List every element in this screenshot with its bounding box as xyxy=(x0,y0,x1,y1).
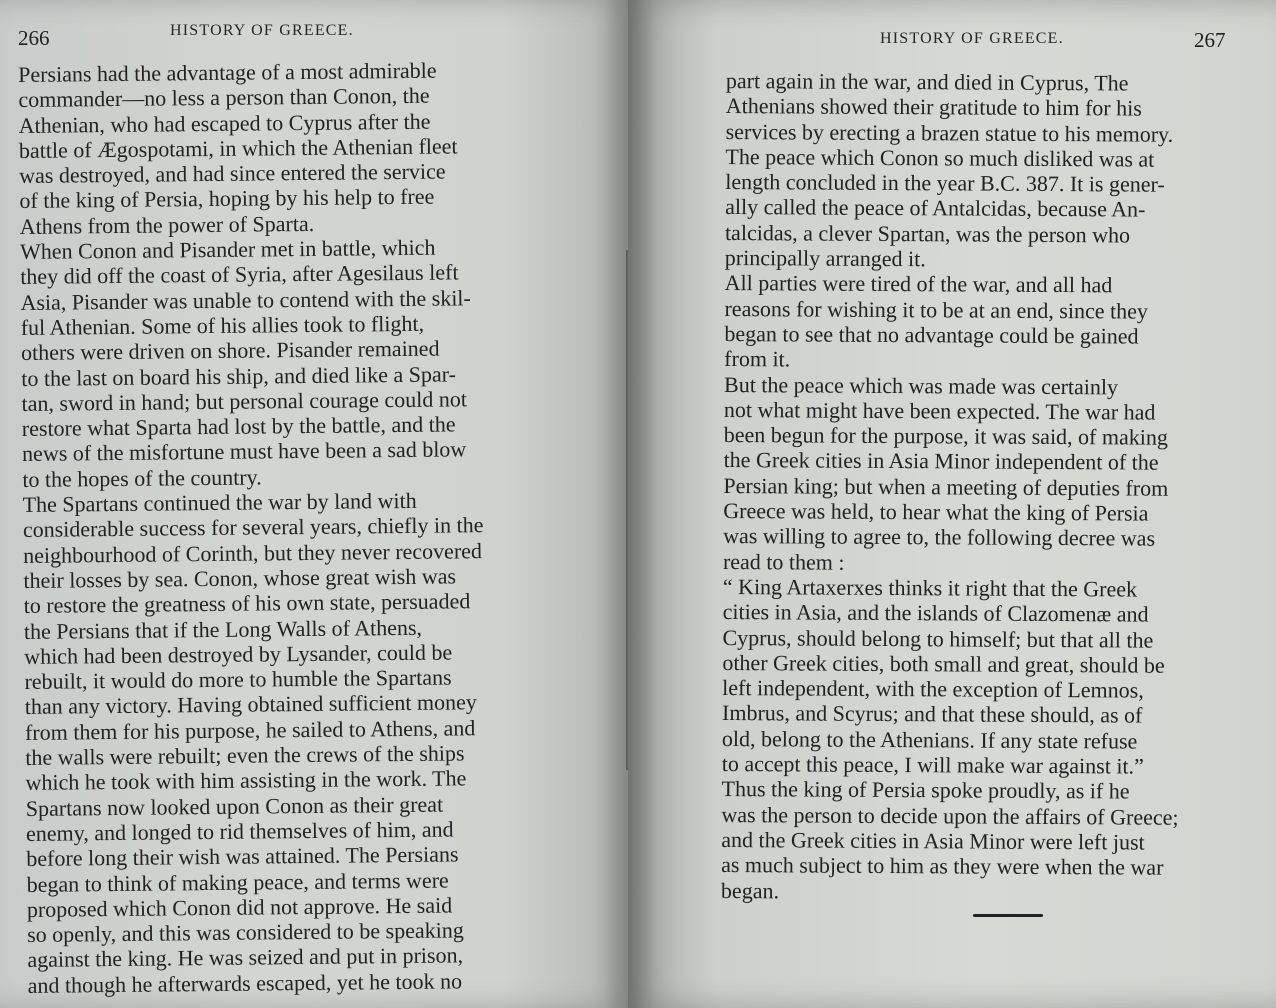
text-line: to the last on board his ship, and died like a Spar- xyxy=(21,360,457,391)
text-line: they did off the coast of Syria, after Agesilaus left xyxy=(20,259,459,290)
text-line: news of the misfortune must have been a sad blow xyxy=(21,436,467,467)
text-line: But the peace which was made was certainly xyxy=(723,371,1119,399)
text-line: The Spartans continued the war by land with xyxy=(22,487,417,518)
right-running-head: HISTORY OF GREECE. xyxy=(880,30,1064,47)
text-line: of the king of Persia, hoping by his help to free xyxy=(19,184,435,214)
text-line: their losses by sea. Conon, whose great wish was xyxy=(23,563,457,593)
text-line: Asia, Pisander was unable to contend with the skil- xyxy=(20,284,471,315)
text-line: ally called the peace of Antalcidas, because An- xyxy=(725,194,1146,223)
text-line: “ King Artaxerxes thinks it right that the Greek xyxy=(722,573,1138,602)
text-line: before long their wish was attained. The Persians xyxy=(26,841,459,872)
text-line: read to them : xyxy=(722,548,845,575)
text-line: Persians had the advantage of a most admirable xyxy=(18,57,437,87)
text-line: left independent, with the exception of Lemnos, xyxy=(722,675,1144,703)
text-line: to the hopes of the country. xyxy=(22,464,262,492)
text-line: began. xyxy=(720,877,780,903)
text-line: enemy, and longed to rid themselves of him, and xyxy=(25,816,454,846)
text-line: was the person to decide upon the affairs of Greece; xyxy=(721,801,1179,830)
left-page-body xyxy=(18,56,580,998)
right-page xyxy=(628,0,1276,1008)
text-line: other Greek cities, both small and great, should be xyxy=(722,649,1165,678)
text-line: neighbourhood of Corinth, but they never recovered xyxy=(23,537,483,568)
text-line: began to think of making peace, and terms were xyxy=(26,867,449,897)
text-line: which had been destroyed by Lysander, could be xyxy=(24,639,453,669)
text-line: Imbrus, and Scyrus; and that these should, as of xyxy=(721,700,1143,728)
text-line: Greece was held, to hear what the king of Persia xyxy=(723,498,1149,526)
text-line: was destroyed, and had since entered the service xyxy=(19,158,446,189)
text-line: talcidas, a clever Spartan, was the person who xyxy=(724,219,1131,248)
text-line: Athenian, who had escaped to Cyprus after the xyxy=(18,108,431,138)
text-line: to restore the greatness of his own state, persuaded xyxy=(23,588,471,619)
text-line: rebuilt, it would do more to humble the Spartans xyxy=(24,664,452,695)
text-line: All parties were tired of the war, and all had xyxy=(724,270,1113,298)
left-page-number: 266 xyxy=(18,26,50,50)
text-line: part again in the war, and died in Cyprus, The xyxy=(725,68,1129,96)
text-line: from them for his purpose, he sailed to Athens, and xyxy=(24,714,476,745)
left-running-head: HISTORY OF GREECE. xyxy=(170,22,354,39)
text-line: and though he afterwards escaped, yet he took no xyxy=(27,968,463,998)
text-line: than any victory. Having obtained sufficient money xyxy=(24,689,477,720)
text-line: reasons for wishing it to be at an end, since they xyxy=(724,295,1149,324)
text-line: Cyprus, should belong to himself; but that all the xyxy=(722,624,1154,653)
text-line: When Conon and Pisander met in battle, which xyxy=(19,234,436,265)
text-line: services by erecting a brazen statue to his memory. xyxy=(725,118,1174,147)
text-line: as much subject to him as they were when the war xyxy=(721,852,1164,880)
text-line: Spartans now looked upon Conon as their great xyxy=(25,791,444,821)
left-page xyxy=(0,0,628,1008)
text-line: and the Greek cities in Asia Minor were left just xyxy=(721,826,1145,855)
text-line: the Greek cities in Asia Minor independent of the xyxy=(723,447,1159,476)
text-line: Athens from the power of Sparta. xyxy=(19,210,315,239)
text-line: which he took with him assisting in the work. The xyxy=(25,765,467,796)
text-line: proposed which Conon did not approve. He said xyxy=(26,892,453,922)
right-page-number: 267 xyxy=(1194,28,1226,52)
text-line: the Persians that if the Long Walls of Athens, xyxy=(23,614,423,644)
text-line: so openly, and this was considered to be speaking xyxy=(27,917,464,948)
text-line: was willing to agree to, the following decree was xyxy=(723,523,1156,551)
text-line: been begun for the purpose, it was said, of making xyxy=(723,422,1169,450)
text-line: to accept this peace, I will make war against it.” xyxy=(721,751,1144,779)
text-line: tan, sword in hand; but personal courage could not xyxy=(21,386,468,416)
text-line: Thus the king of Persia spoke proudly, as if he xyxy=(721,776,1130,804)
text-line: principally arranged it. xyxy=(724,245,926,272)
text-line: The peace which Conon so much disliked was at xyxy=(725,143,1155,172)
right-page-body xyxy=(721,68,1254,906)
text-line: ful Athenian. Some of his allies took to flight, xyxy=(20,310,425,340)
text-line: battle of Ægospotami, in which the Athenian fleet xyxy=(18,133,458,163)
end-ornament-rule xyxy=(973,914,1043,917)
text-line: considerable success for several years, chiefly in the xyxy=(22,512,484,543)
text-line: not what might have been expected. The war had xyxy=(723,396,1156,425)
text-line: from it. xyxy=(724,346,791,372)
text-line: restore what Sparta had lost by the battle, and the xyxy=(21,411,456,442)
text-line: length concluded in the year B.C. 387. It is gener- xyxy=(725,169,1165,197)
text-line: others were driven on shore. Pisander remained xyxy=(20,335,440,366)
text-line: against the king. He was seized and put in prison, xyxy=(27,942,464,973)
text-line: began to see that no advantage could be gained xyxy=(724,320,1139,349)
text-line: Athenians showed their gratitude to him for his xyxy=(725,93,1142,121)
text-line: cities in Asia, and the islands of Clazomenæ and xyxy=(722,599,1149,627)
text-line: commander—no less a person than Conon, the xyxy=(18,82,430,113)
text-line: the walls were rebuilt; even the crews of the ships xyxy=(25,740,465,770)
text-line: old, belong to the Athenians. If any state refuse xyxy=(721,725,1138,754)
text-line: Persian king; but when a meeting of deputies from xyxy=(723,472,1169,501)
